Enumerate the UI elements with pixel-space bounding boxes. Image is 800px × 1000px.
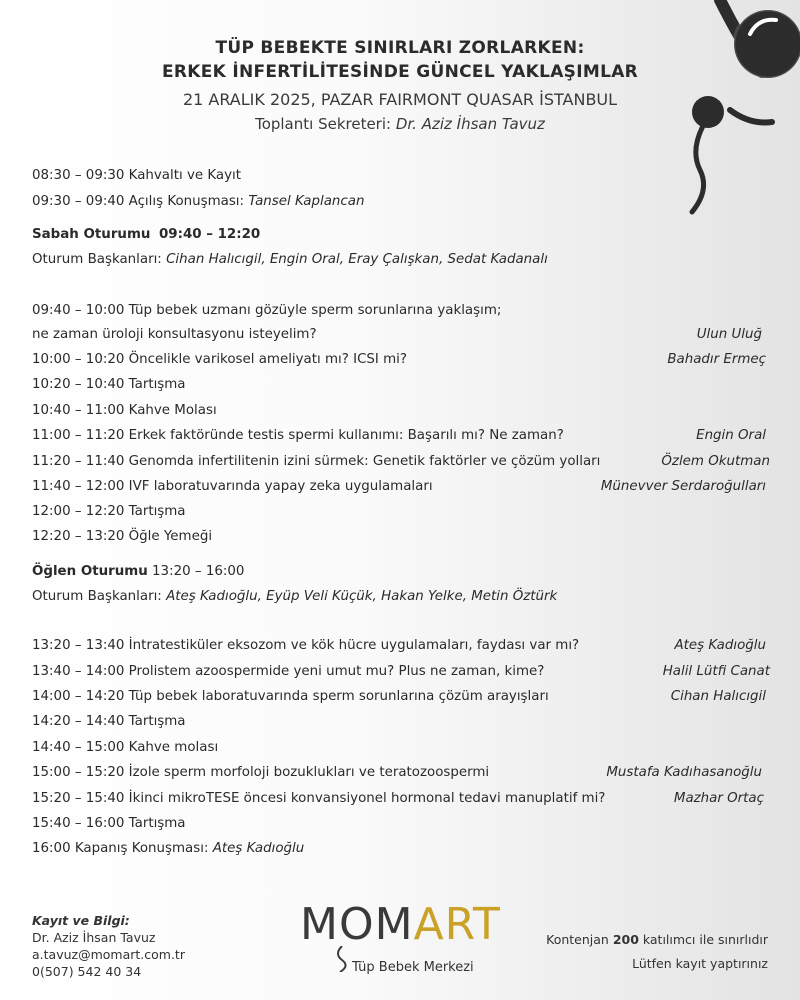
session-time: 13:20 – 16:00 <box>147 564 245 579</box>
capacity-pre: Kontenjan <box>546 932 613 947</box>
item-text: IVF laboratuvarında yapay zeka uygulamaları <box>124 479 433 494</box>
item-speaker: Halil Lütfi Canat <box>662 664 770 679</box>
item-text: Prolistem azoospermide yeni umut mu? Plus ne zaman, kime? <box>124 664 545 679</box>
item-speaker: Özlem Okutman <box>661 454 770 469</box>
program-item <box>32 688 549 706</box>
event-title-line1: TÜP BEBEKTE SINIRLARI ZORLARKEN: <box>215 38 585 58</box>
item-time: 09:30 – 09:40 <box>32 194 125 209</box>
item-text: Tartışma <box>124 377 186 392</box>
logo-wordmark <box>300 900 501 950</box>
item-time: 16:00 <box>32 841 71 856</box>
contact-name: Dr. Aziz İhsan Tavuz <box>32 930 156 945</box>
item-text: İzole sperm morfoloji bozuklukları ve teratozoospermi <box>124 765 490 780</box>
contact-phone[interactable]: 0(507) 542 40 34 <box>32 964 142 979</box>
chairs-names: Cihan Halıcıgil, Engin Oral, Eray Çalışkan, Sedat Kadanalı <box>166 252 548 267</box>
program-item <box>32 427 564 445</box>
secretary-name: Dr. Aziz İhsan Tavuz <box>395 115 545 133</box>
program-item <box>32 302 501 320</box>
item-time: 15:00 – 15:20 <box>32 765 125 780</box>
item-time: 12:20 – 13:20 <box>32 529 125 544</box>
logo-part-accent: ART <box>413 899 501 950</box>
logo-part-dark: MOM <box>300 899 414 950</box>
session-title: Öğlen Oturumu <box>32 564 148 579</box>
item-text: Tüp bebek uzmanı gözüyle sperm sorunlarına yaklaşım; <box>124 303 502 318</box>
program-item <box>32 326 317 344</box>
item-text: Kahvaltı ve Kayıt <box>124 168 242 183</box>
program-item <box>32 663 544 681</box>
item-speaker: Ateş Kadıoğlu <box>674 638 766 653</box>
item-time: 11:40 – 12:00 <box>32 479 125 494</box>
program-item <box>32 764 489 782</box>
item-time: 11:20 – 11:40 <box>32 454 125 469</box>
item-speaker: Münevver Serdaroğulları <box>600 479 766 494</box>
item-speaker: Ateş Kadıoğlu <box>212 841 305 856</box>
item-time: 13:20 – 13:40 <box>32 638 125 653</box>
item-text: Tartışma <box>124 816 186 831</box>
item-speaker: Engin Oral <box>696 428 766 443</box>
chairs-label: Oturum Başkanları: <box>32 252 167 267</box>
item-text: Öncelikle varikosel ameliyatı mı? ICSI mi? <box>124 352 407 367</box>
item-speaker: Mustafa Kadıhasanoğlu <box>606 765 762 780</box>
program-item <box>32 528 212 546</box>
item-time: 11:00 – 11:20 <box>32 428 125 443</box>
item-time: 10:40 – 11:00 <box>32 403 125 418</box>
item-text: Kapanış Konuşması: <box>70 841 213 856</box>
item-speaker: Bahadır Ermeç <box>667 352 766 367</box>
program-item <box>32 351 407 369</box>
item-text: Öğle Yemeği <box>124 529 213 544</box>
item-text: Açılış Konuşması: <box>124 194 249 209</box>
item-time: 14:00 – 14:20 <box>32 689 125 704</box>
session-heading <box>32 226 260 244</box>
program-item <box>32 790 605 808</box>
item-text: Genomda infertilitenin izini sürmek: Genetik faktörler ve çözüm yolları <box>124 454 601 469</box>
capacity-post: katılımcı ile sınırlıdır <box>638 932 768 947</box>
register-note: Lütfen kayıt yaptırınız <box>632 956 768 971</box>
session-title: Sabah Oturumu <box>32 227 151 242</box>
item-text: Kahve molası <box>124 740 219 755</box>
item-text: Erkek faktöründe testis spermi kullanımı: Başarılı mı? Ne zaman? <box>124 428 564 443</box>
program-item <box>32 739 218 757</box>
program-item <box>32 193 364 211</box>
program-item <box>32 713 186 731</box>
session-time: 09:40 – 12:20 <box>158 227 261 242</box>
item-time: 14:20 – 14:40 <box>32 714 125 729</box>
item-time: 08:30 – 09:30 <box>32 168 125 183</box>
item-time: 09:40 – 10:00 <box>32 303 125 318</box>
logo-tail-icon <box>330 946 354 972</box>
program-item <box>32 478 433 496</box>
event-header <box>0 36 800 135</box>
capacity-note <box>546 928 768 952</box>
program-item <box>32 453 600 471</box>
registration-info <box>546 928 768 976</box>
chairs-names: Ateş Kadıoğlu, Eyüp Veli Küçük, Hakan Yelke, Metin Öztürk <box>166 589 558 604</box>
program-item <box>32 376 186 394</box>
session-chairs <box>32 251 548 269</box>
item-text: Tartışma <box>124 714 186 729</box>
item-text: Tartışma <box>124 504 186 519</box>
program-item <box>32 503 186 521</box>
session-heading <box>32 563 244 581</box>
item-time: 13:40 – 14:00 <box>32 664 125 679</box>
program-item <box>32 167 241 185</box>
program-item <box>32 840 304 858</box>
program-item <box>32 815 186 833</box>
logo-subtitle: Tüp Bebek Merkezi <box>352 960 474 975</box>
contact-label: Kayıt ve Bilgi: <box>32 913 130 928</box>
program-item <box>32 637 579 655</box>
program-item <box>32 402 217 420</box>
item-speaker: Cihan Halıcıgil <box>670 689 766 704</box>
capacity-number: 200 <box>612 932 639 947</box>
item-speaker: Mazhar Ortaç <box>673 791 764 806</box>
item-text: ne zaman üroloji konsultasyonu isteyelim? <box>32 327 317 342</box>
item-time: 12:00 – 12:20 <box>32 504 125 519</box>
momart-logo <box>300 900 500 990</box>
item-text: İkinci mikroTESE öncesi konvansiyonel hormonal tedavi manuplatif mi? <box>124 791 606 806</box>
item-time: 14:40 – 15:00 <box>32 740 125 755</box>
item-text: Tüp bebek laboratuvarında sperm sorunlarına çözüm arayışları <box>124 689 549 704</box>
event-date-venue: 21 ARALIK 2025, PAZAR FAIRMONT QUASAR İSTANBUL <box>182 90 618 109</box>
contact-info <box>32 912 185 980</box>
event-title-line2: ERKEK İNFERTİLİTESİNDE GÜNCEL YAKLAŞIMLAR <box>161 62 639 82</box>
session-chairs <box>32 588 557 606</box>
item-text: Kahve Molası <box>124 403 217 418</box>
secretary-label: Toplantı Sekreteri: <box>255 115 396 133</box>
item-time: 10:00 – 10:20 <box>32 352 125 367</box>
item-speaker: Ulun Uluğ <box>696 327 762 342</box>
chairs-label: Oturum Başkanları: <box>32 589 167 604</box>
item-time: 15:20 – 15:40 <box>32 791 125 806</box>
item-speaker: Tansel Kaplancan <box>248 194 365 209</box>
item-time: 15:40 – 16:00 <box>32 816 125 831</box>
item-text: İntratestiküler eksozom ve kök hücre uygulamaları, faydası var mı? <box>124 638 580 653</box>
item-time: 10:20 – 10:40 <box>32 377 125 392</box>
meeting-secretary <box>0 113 800 135</box>
contact-email[interactable]: a.tavuz@momart.com.tr <box>32 947 185 962</box>
